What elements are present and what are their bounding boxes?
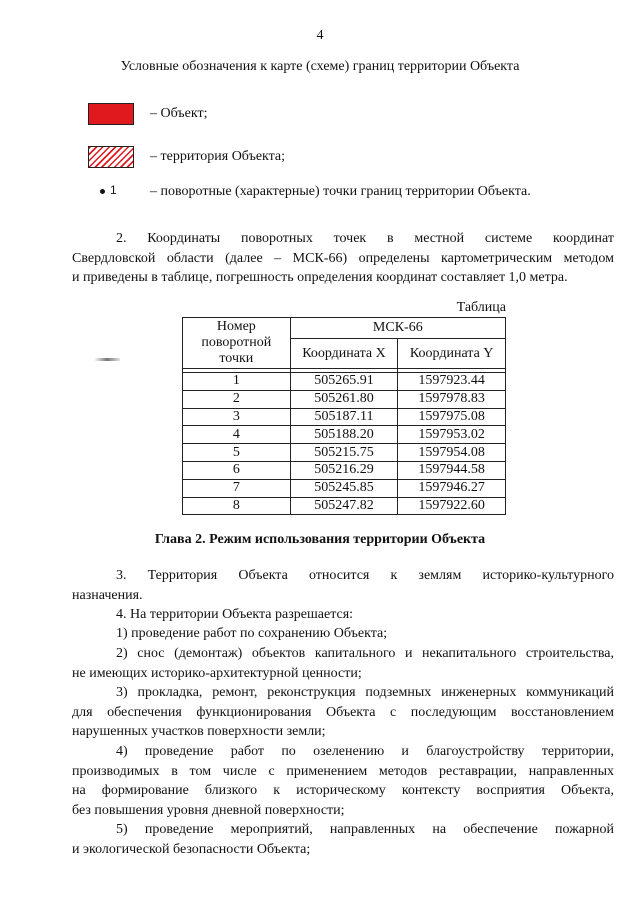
legend-item-object [88,102,207,126]
coordinate-x-cell: 505188.20 [290,426,398,444]
paragraph-line: 3) прокладка, ремонт, реконструкция подземных инженерных коммуникаций [116,685,614,700]
chapter-title: Глава 2. Режим использования территории Объекта [154,532,486,547]
legend-item-territory [88,145,285,169]
paragraph-line: 2) снос (демонтаж) объектов капитального и некапитального строительства, [116,646,614,661]
table-row [183,479,506,497]
turning-point-marker [88,181,134,203]
paragraph-3 [72,566,614,605]
coordinate-y-cell: 1597923.44 [398,373,506,391]
paragraph-line: назначения. [72,587,143,603]
paragraph-line: нарушенных участков поверхности земли; [72,724,326,739]
list-item-5 [72,820,614,859]
coordinate-x-cell: 505216.29 [290,461,398,479]
table-row [183,373,506,391]
object-swatch [88,103,134,125]
table-row [183,390,506,408]
paragraph-line: 4) проведение работ по озеленению и благоустройству территории, [116,744,614,759]
coordinate-x-cell: 505265.91 [290,373,398,391]
page-number: 4 [316,28,324,43]
point-number-cell: 7 [183,479,291,497]
coordinate-y-cell: 1597953.02 [398,426,506,444]
point-number-cell: 4 [183,426,291,444]
paragraph-line: Свердловской области (далее – МСК-66) определены картометрическим методом [72,250,614,266]
coordinate-y-cell: 1597946.27 [398,479,506,497]
coordinate-x-cell: 505245.85 [290,479,398,497]
paragraph-line: 2. Координаты поворотных точек в местной системе координат [116,231,614,246]
point-number-cell: 3 [183,408,291,426]
scan-mark [94,358,120,361]
paragraph-line: производимых в том числе с применением методов реставрации, направленных [72,763,614,779]
table-row [183,444,506,462]
table-body [183,373,506,515]
paragraph-line: не имеющих историко-архитектурной ценности; [72,665,362,681]
point-number-cell: 8 [183,497,291,515]
list-item-3 [72,683,614,742]
legend-item-label: – Объект; [150,106,208,121]
list-item-2 [72,644,614,683]
legend-item-points [88,180,531,204]
paragraph-line: 1) проведение работ по сохранению Объекта; [116,626,388,641]
coordinate-x-cell: 505261.80 [290,390,398,408]
point-number-cell: 6 [183,461,291,479]
header-x: Координата X [290,339,398,369]
paragraph-line: 3. Территория Объекта относится к землям историко-культурного [116,568,614,583]
legend-title: Условные обозначения к карте (схеме) границ территории Объекта [120,59,520,74]
table-row [183,408,506,426]
point-dot-icon [100,189,105,194]
coordinate-y-cell: 1597944.58 [398,461,506,479]
legend-item-label: – поворотные (характерные) точки границ территории Объекта. [150,184,531,199]
paragraph-line: для обеспечения функционирования Объекта с последующим восстановлением [72,704,614,720]
coordinates-table [182,317,506,515]
header-y: Координата Y [398,339,506,369]
point-number-cell: 2 [183,390,291,408]
territory-hatched-swatch [88,146,134,168]
paragraph-line: на формирование близкого к историческому контексту восприятия Объекта, [72,783,614,798]
coordinate-y-cell: 1597954.08 [398,444,506,462]
paragraph-4 [72,605,614,625]
section-2-paragraph [72,229,614,288]
table-row [183,461,506,479]
point-number-cell: 1 [183,373,291,391]
coordinate-y-cell: 1597922.60 [398,497,506,515]
point-number-cell: 5 [183,444,291,462]
coordinate-x-cell: 505215.75 [290,444,398,462]
paragraph-line: и экологической безопасности Объекта; [72,841,311,857]
coordinate-x-cell: 505187.11 [290,408,398,426]
paragraph-line: 4. На территории Объекта разрешается: [116,607,354,622]
table-caption: Таблица [456,300,506,315]
paragraph-line: и приведены в таблице, погрешность определения координат составляет 1,0 метра. [72,270,568,285]
coordinate-y-cell: 1597978.83 [398,390,506,408]
point-number: 1 [110,183,117,197]
paragraph-line: 5) проведение мероприятий, направленных на обеспечение пожарной [116,822,614,837]
coordinate-x-cell: 505247.82 [290,497,398,515]
header-coordinate-system: МСК-66 [290,318,505,339]
legend-item-label: – территория Объекта; [150,149,286,164]
list-item-1 [72,624,614,644]
paragraph-line: без повышения уровня дневной поверхности; [72,802,345,818]
coordinate-y-cell: 1597975.08 [398,408,506,426]
table-row [183,497,506,515]
list-item-4 [72,742,614,820]
header-point-number: Номер поворотной точки [183,318,291,369]
table-row [183,426,506,444]
